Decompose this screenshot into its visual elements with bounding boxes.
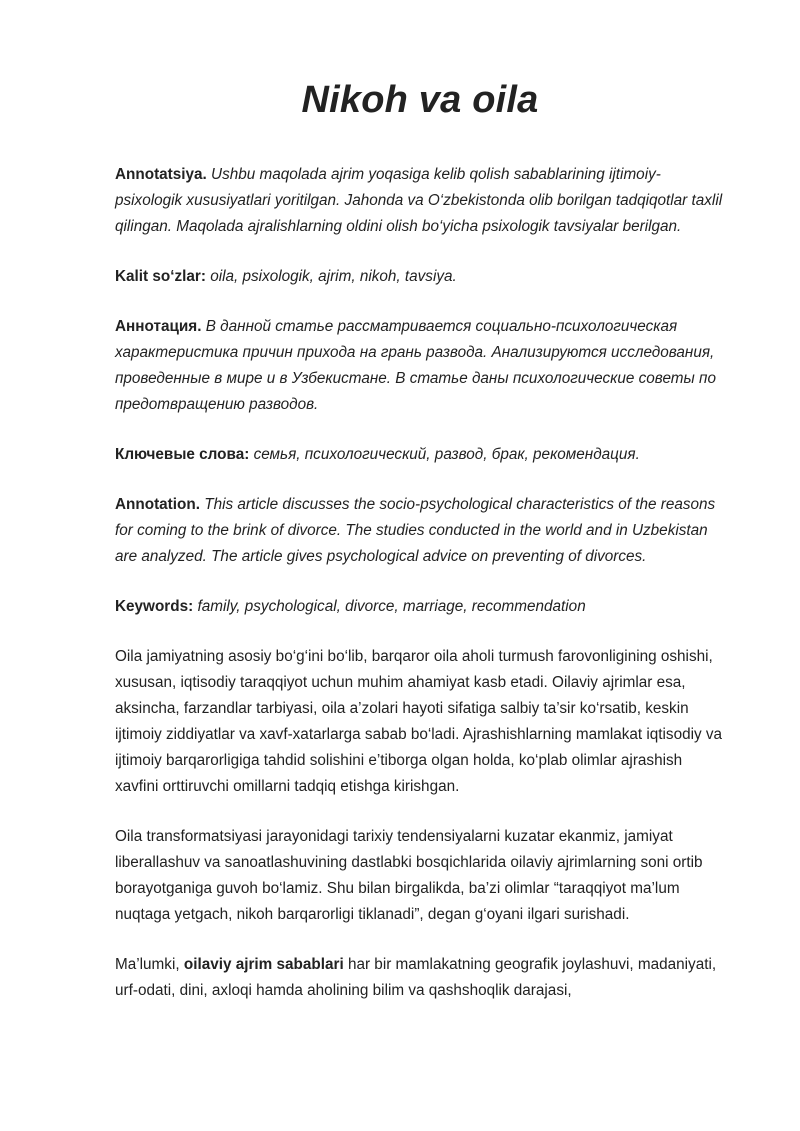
body-paragraph-1: Oila jamiyatning asosiy bo‘g‘ini bo‘lib, barqaror oila aholi turmush farovonligining oshishi, xususan, iqtisodiy taraqqiyot uchun muhim ahamiyat kasb etadi. Oilaviy ajrimlar esa, aksincha, farzandlar tarbiyasi, oila a’zolari hayoti sifatiga salbiy ta’sir ko‘rsatib, keskin ijtimoiy ziddiyatlar va xavf-xatarlarga sabab bo‘ladi. Ajrashishlarning mamlakat iqtisodiy va ijtimoiy barqarorligiga tahdid solishini e’tiborga olgan holda, ko‘plab olimlar ajrashish xavfini orttiruvchi omillarni tadqiq etishga kirishgan. — [115, 648, 723, 795]
abstract-ru-text: В данной статье рассматривается социально-психологическая характеристика причин прихода на грань развода. Анализируются исследования, проведенные в мире и в Узбекистане. В статье даны психологические советы по предотвращению разводов. — [115, 318, 716, 413]
body-paragraph-3-end: har bir mamlakatning geografik joylashuvi, madaniyati, urf-odati, dini, axloqi hamda aholining bilim va qashshoqlik darajasi, — [115, 956, 717, 999]
abstract-en — [115, 492, 725, 570]
keywords-ru-text: семья, психологический, развод, брак, рекомендация. — [253, 446, 640, 463]
keywords-uz — [115, 264, 725, 290]
body-paragraph-3-start: Ma’lumki, — [115, 956, 180, 973]
keywords-ru — [115, 442, 725, 468]
abstract-uz — [115, 162, 725, 240]
abstract-uz-text: Ushbu maqolada ajrim yoqasiga kelib qolish sabablarining ijtimoiy-psixologik xususiyatlari yoritilgan. Jahonda va O‘zbekistonda olib borilgan tadqiqotlar taxlil qilingan. Maqolada ajralishlarning oldini olish bo‘yicha psixologik tavsiyalar berilgan. — [115, 166, 723, 235]
document-page — [115, 72, 725, 1028]
body-paragraph-3-bold: oilaviy ajrim sabablari — [183, 956, 344, 973]
keywords-en-text: family, psychological, divorce, marriage, recommendation — [197, 598, 586, 615]
abstract-en-label: Annotation. — [115, 496, 200, 513]
keywords-uz-text: oila, psixologik, ajrim, nikoh, tavsiya. — [210, 268, 457, 285]
body-paragraph-3 — [115, 952, 725, 1004]
keywords-uz-label: Kalit so‘zlar: — [115, 268, 206, 285]
abstract-ru-label: Аннотация. — [115, 318, 202, 335]
article-title: Nikoh va oila — [301, 79, 539, 121]
keywords-en — [115, 594, 725, 620]
keywords-ru-label: Ключевые слова: — [115, 446, 250, 463]
abstract-en-text: This article discusses the socio-psychological characteristics of the reasons for coming to the brink of divorce. The studies conducted in the world and in Uzbekistan are analyzed. The article gives psychological advice on preventing of divorces. — [115, 496, 716, 565]
abstract-ru — [115, 314, 725, 418]
keywords-en-label: Keywords: — [115, 598, 194, 615]
body-paragraph-2: Oila transformatsiyasi jarayonidagi tarixiy tendensiyalarni kuzatar ekanmiz, jamiyat liberallashuv va sanoatlashuvining dastlabki bosqichlarida oilaviy ajrimlarning soni ortib borayotganiga guvoh bo‘lamiz. Shu bilan birgalikda, ba’zi olimlar “taraqqiyot ma’lum nuqtaga yetgach, nikoh barqarorligi tiklanadi”, degan g‘oyani ilgari surishadi. — [115, 828, 703, 923]
abstract-uz-label: Annotatsiya. — [115, 166, 207, 183]
